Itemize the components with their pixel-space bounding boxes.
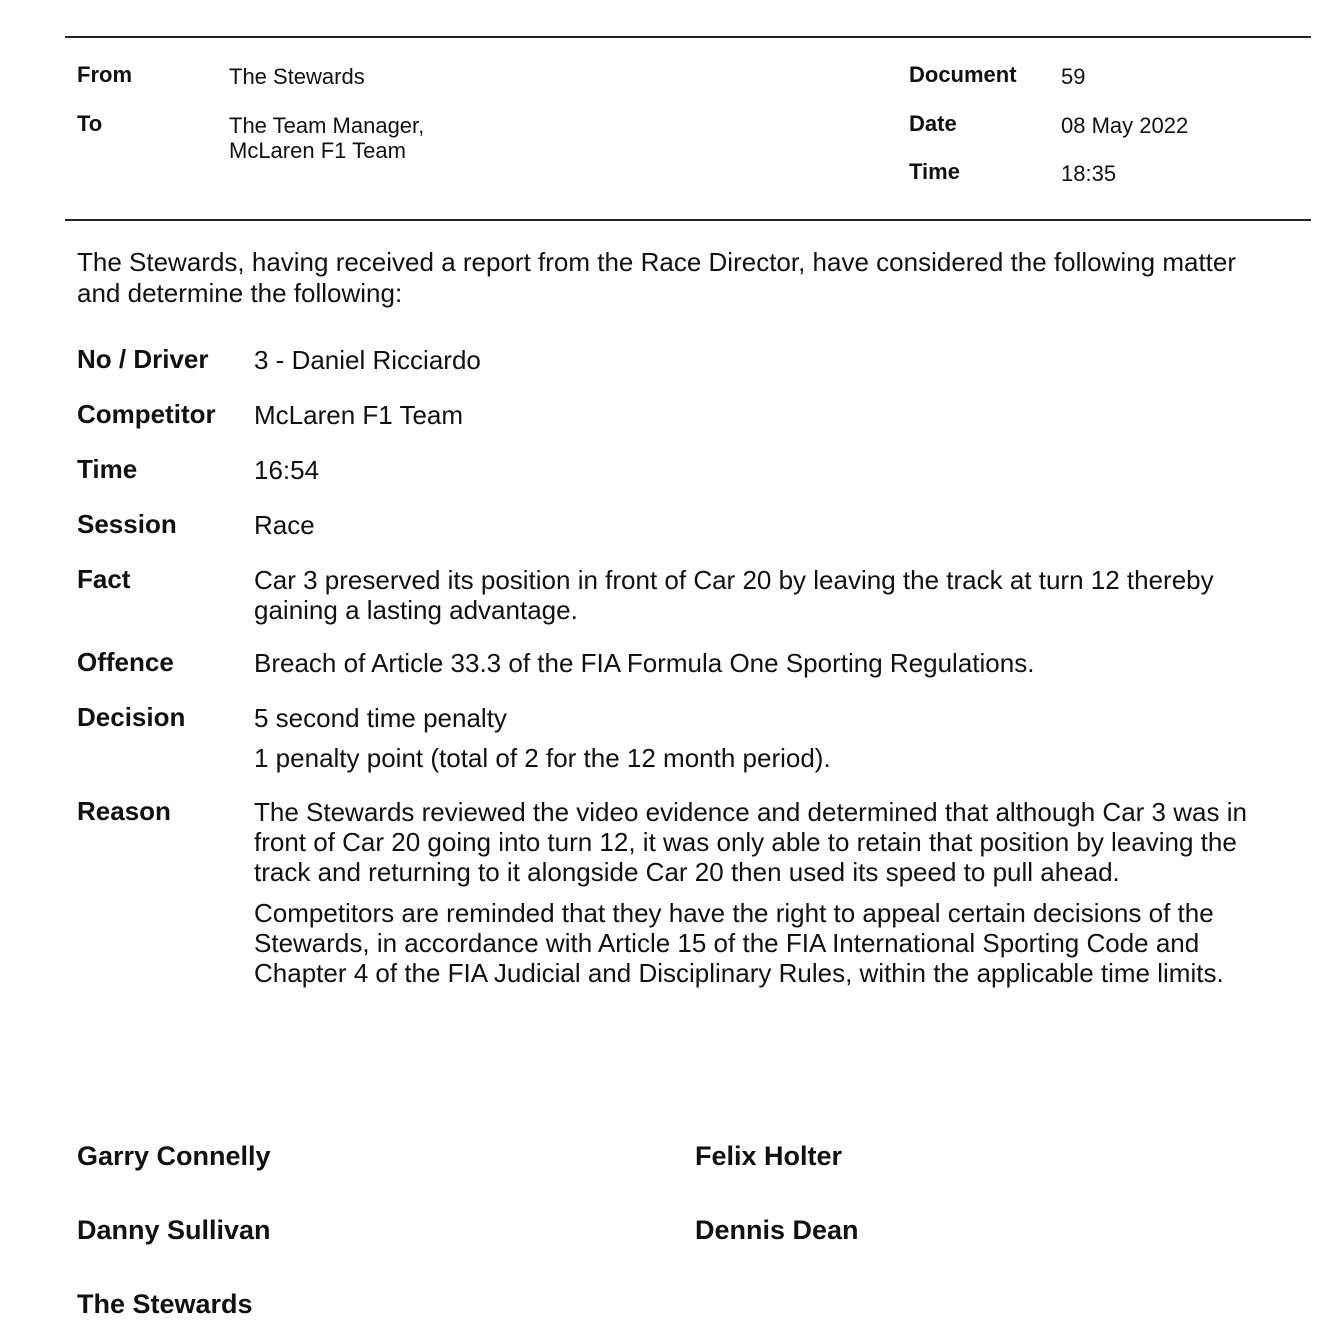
incident-time-label: Time <box>77 454 138 484</box>
document-label: Document <box>909 62 1017 87</box>
competitor-label: Competitor <box>77 399 216 429</box>
driver-label: No / Driver <box>77 344 209 374</box>
incident-time-value: 16:54 <box>254 455 320 485</box>
to-label: To <box>77 111 103 136</box>
to-value-line2: McLaren F1 Team <box>229 138 406 163</box>
to-value-line1: The Team Manager, <box>229 113 425 138</box>
session-value: Race <box>254 510 315 540</box>
steward-signature-1: Garry Connelly <box>77 1141 271 1171</box>
reason-paragraph-1: The Stewards reviewed the video evidence and determined that although Car 3 was in front of Car 20 going into turn 12, it was only able to retain that position by leaving the track and returning to it alongside Car 20 then used its speed to pull ahead. <box>254 797 1247 887</box>
offence-label: Offence <box>77 647 174 677</box>
steward-signature-4: Dennis Dean <box>695 1215 859 1245</box>
reason-paragraph-2: Competitors are reminded that they have the right to appeal certain decisions of the Stewards, in accordance with Article 15 of the FIA International Sporting Code and Chapter 4 of the FIA Judicial and Disciplinary Rules, within the applicable time limits. <box>254 898 1224 988</box>
reason-label: Reason <box>77 796 171 826</box>
driver-value: 3 - Daniel Ricciardo <box>254 345 481 375</box>
document-value: 59 <box>1061 64 1086 89</box>
offence-value: Breach of Article 33.3 of the FIA Formula One Sporting Regulations. <box>254 648 1035 678</box>
intro-paragraph: The Stewards, having received a report from the Race Director, have considered the following matter and determine the following: <box>77 247 1237 308</box>
time-label: Time <box>909 159 960 184</box>
decision-line2: 1 penalty point (total of 2 for the 12 month period). <box>254 743 831 773</box>
steward-signature-2: Felix Holter <box>695 1141 843 1171</box>
stewards-group-signature: The Stewards <box>77 1289 253 1319</box>
from-label: From <box>77 62 132 87</box>
competitor-value: McLaren F1 Team <box>254 400 464 430</box>
decision-line1: 5 second time penalty <box>254 703 507 733</box>
fact-label: Fact <box>77 564 131 594</box>
from-value: The Stewards <box>229 64 365 89</box>
decision-label: Decision <box>77 702 186 732</box>
time-value: 18:35 <box>1061 161 1117 186</box>
steward-signature-3: Danny Sullivan <box>77 1215 271 1245</box>
fact-value: Car 3 preserved its position in front of Car 20 by leaving the track at turn 12 thereby gaining a lasting advantage. <box>254 565 1214 625</box>
date-label: Date <box>909 111 957 136</box>
header-top-rule <box>65 36 1311 38</box>
date-value: 08 May 2022 <box>1061 113 1189 138</box>
session-label: Session <box>77 509 177 539</box>
header-bottom-rule <box>65 219 1311 221</box>
